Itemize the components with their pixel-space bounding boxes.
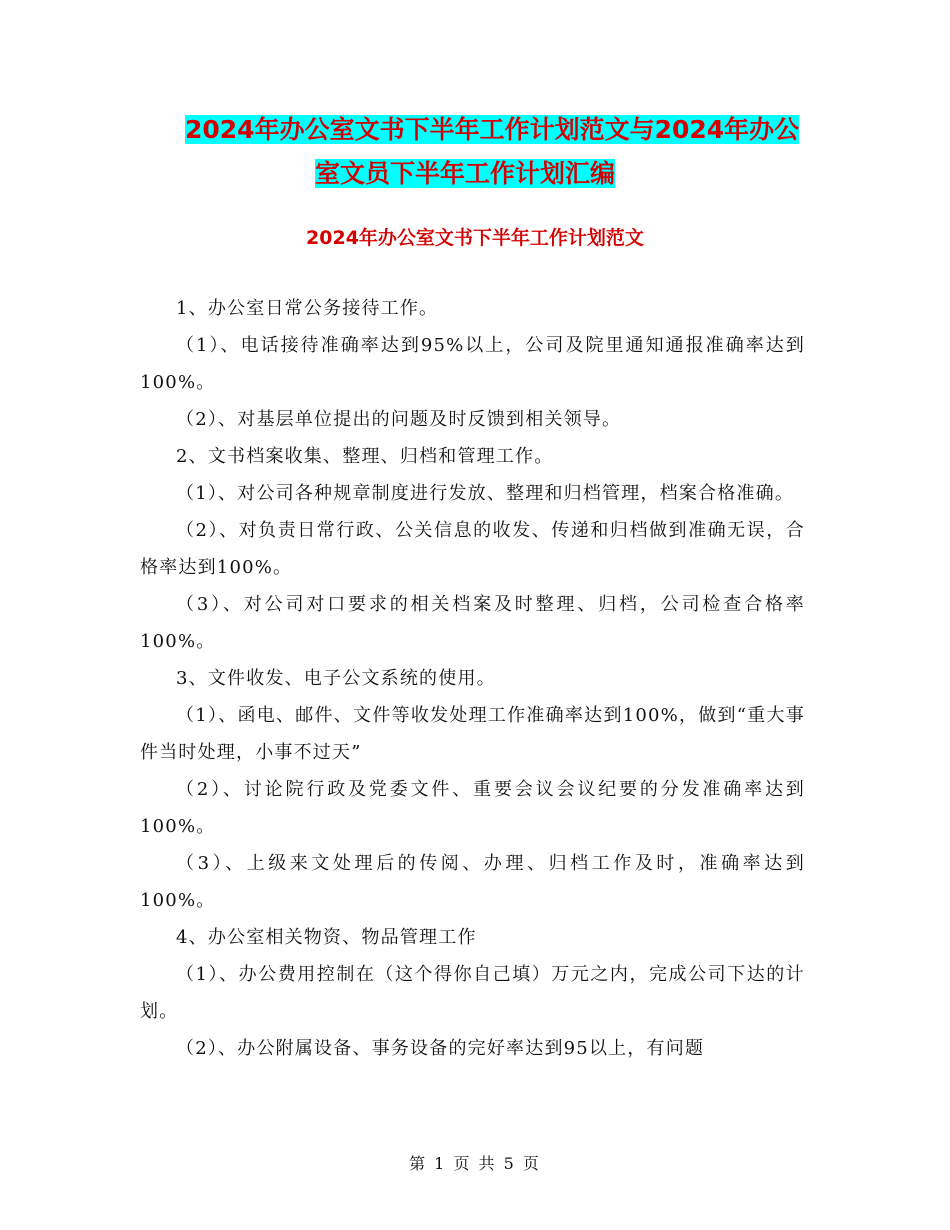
paragraph: （1）、函电、邮件、文件等收发处理工作准确率达到100%，做到“重大事件当时处理，小事不过天”	[140, 705, 805, 763]
title-highlight: 室文员下半年工作计划汇编	[315, 159, 616, 188]
document-title-line-1	[185, 108, 885, 152]
paragraph: （1）、办公费用控制在（这个得你自己填）万元之内，完成公司下达的计划。	[140, 964, 805, 1022]
paragraph: （2）、办公附属设备、事务设备的完好率达到95以上，有问题	[176, 1038, 705, 1059]
paragraph: 4、办公室相关物资、物品管理工作	[176, 927, 477, 948]
paragraph: （2）、讨论院行政及党委文件、重要会议会议纪要的分发准确率达到100%。	[140, 779, 805, 837]
paragraph: （3）、对公司对口要求的相关档案及时整理、归档，公司检查合格率100%。	[140, 594, 805, 652]
paragraph: （2）、对负责日常行政、公关信息的收发、传递和归档做到准确无误，合格率达到100%。	[140, 520, 805, 578]
document-title-line-2	[315, 152, 950, 196]
paragraph: 1、办公室日常公务接待工作。	[176, 298, 439, 319]
page-number-footer: 第 1 页 共 5 页	[409, 1154, 541, 1173]
paragraph: 2、文书档案收集、整理、归档和管理工作。	[176, 446, 554, 467]
document-body	[140, 290, 805, 1067]
paragraph: （2）、对基层单位提出的问题及时反馈到相关领导。	[176, 409, 622, 430]
paragraph: 3、文件收发、电子公文系统的使用。	[176, 668, 496, 689]
title-highlight: 2024年办公室文书下半年工作计划范文与2024年办公	[185, 115, 800, 144]
section-heading: 2024年办公室文书下半年工作计划范文	[306, 227, 644, 249]
paragraph: （3）、上级来文处理后的传阅、办理、归档工作及时，准确率达到100%。	[140, 853, 805, 911]
paragraph: （1）、对公司各种规章制度进行发放、整理和归档管理，档案合格准确。	[176, 483, 795, 504]
paragraph: （1）、电话接待准确率达到95%以上，公司及院里通知通报准确率达到100%。	[140, 335, 805, 393]
